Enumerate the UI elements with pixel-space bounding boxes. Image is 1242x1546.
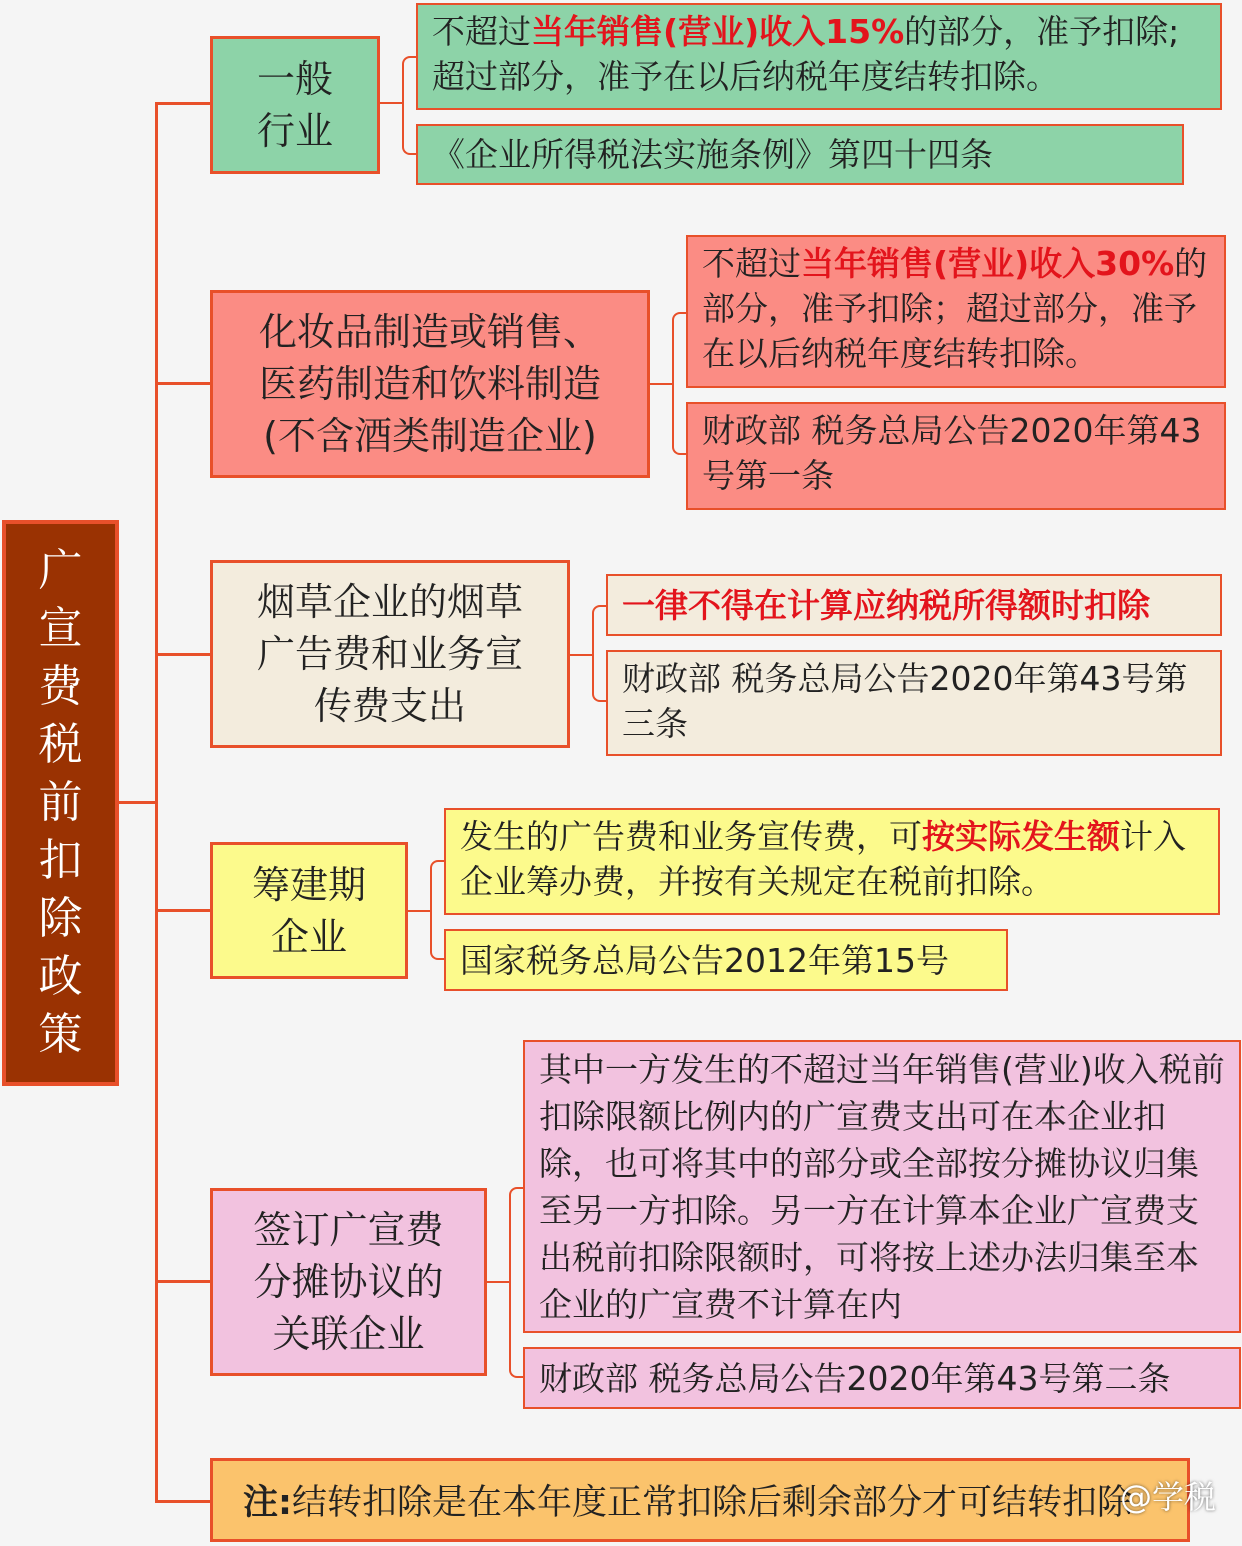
category-cosmetics — [210, 290, 650, 478]
category-tobacco — [210, 560, 570, 748]
category-general-line: 行业 — [256, 109, 333, 153]
rule-related: 其中一方发生的不超过当年销售(营业)收入税前扣除限额比例内的广宣费支出可在本企业扣除，也可将其中的部分或全部按分摊协议归集至另一方扣除。另一方在计算本企业广宣费支出税前扣除限额时，可将按上述办法归集至本企业的广宣费不计算在内 — [523, 1040, 1241, 1333]
bracket-stub-general — [380, 102, 402, 104]
rule-general-highlight: 当年销售(营业)收入15% — [531, 12, 905, 51]
ref-tobacco: 财政部 税务总局公告2020年第43号第三条 — [606, 650, 1222, 756]
branch-connector-cosmetics — [155, 382, 211, 385]
rule-tobacco — [606, 574, 1222, 636]
bracket-stub-related — [487, 1281, 509, 1283]
category-related-line: 关联企业 — [272, 1312, 425, 1356]
category-preparatory — [210, 842, 408, 979]
bracket-stub-preparatory — [408, 910, 430, 912]
category-related-line: 分摊协议的 — [253, 1260, 444, 1304]
branch-connector-preparatory — [155, 909, 211, 912]
category-tobacco-line: 烟草企业的烟草 — [256, 580, 523, 624]
branch-connector-general — [155, 102, 211, 105]
category-tobacco-line: 传费支出 — [313, 684, 466, 728]
note-text: 结转扣除是在本年度正常扣除后剩余部分才可结转扣除 — [292, 1483, 1133, 1523]
ref-cosmetics: 财政部 税务总局公告2020年第43号第一条 — [686, 402, 1226, 510]
rule-preparatory-highlight: 按实际发生额 — [922, 817, 1120, 856]
root-char: 广 — [38, 545, 83, 596]
root-char: 宣 — [38, 603, 83, 654]
category-general — [210, 36, 380, 174]
watermark: @学税 — [1119, 1478, 1216, 1516]
root-char: 税 — [38, 719, 83, 770]
root-char: 前 — [38, 777, 83, 828]
root-char: 策 — [38, 1009, 83, 1060]
rule-tobacco-highlight: 一律不得在计算应纳税所得额时扣除 — [622, 585, 1150, 625]
rule-cosmetics: 不超过当年销售(营业)收入30%的部分，准予扣除；超过部分，准予在以后纳税年度结转扣除。 — [686, 235, 1226, 388]
category-general-line: 一般 — [256, 57, 333, 101]
ref-preparatory: 国家税务总局公告2012年第15号 — [444, 929, 1008, 991]
rule-preparatory: 发生的广告费和业务宣传费，可按实际发生额计入企业筹办费，并按有关规定在税前扣除。 — [444, 808, 1220, 915]
category-cosmetics-line: (不含酒类制造企业) — [263, 414, 597, 458]
note-label: 注: — [243, 1483, 292, 1523]
category-preparatory-line: 筹建期 — [251, 862, 366, 907]
root-title — [2, 520, 119, 1086]
branch-connector-note — [155, 1500, 211, 1503]
root-connector — [118, 801, 156, 804]
category-related-line: 签订广宣费 — [253, 1208, 444, 1252]
bracket-stub-cosmetics — [650, 383, 672, 385]
ref-related: 财政部 税务总局公告2020年第43号第二条 — [523, 1347, 1241, 1409]
branch-connector-tobacco — [155, 653, 211, 656]
category-tobacco-line: 广告费和业务宣 — [256, 632, 523, 676]
root-char: 除 — [38, 893, 83, 944]
category-preparatory-line: 企业 — [270, 914, 347, 959]
category-related — [210, 1188, 487, 1376]
rule-general: 不超过当年销售(营业)收入15%的部分，准予扣除;超过部分，准予在以后纳税年度结转扣除。 — [416, 3, 1222, 110]
root-char: 费 — [38, 661, 83, 712]
root-char: 政 — [38, 951, 83, 1002]
branch-connector-related — [155, 1280, 211, 1283]
ref-general: 《企业所得税法实施条例》第四十四条 — [416, 124, 1184, 185]
rule-cosmetics-highlight: 当年销售(营业)收入30% — [801, 244, 1175, 283]
bracket-stub-tobacco — [570, 654, 592, 656]
root-char: 扣 — [38, 835, 83, 886]
note-box — [210, 1458, 1190, 1542]
category-cosmetics-line: 化妆品制造或销售、 — [258, 310, 601, 354]
category-cosmetics-line: 医药制造和饮料制造 — [258, 362, 601, 406]
